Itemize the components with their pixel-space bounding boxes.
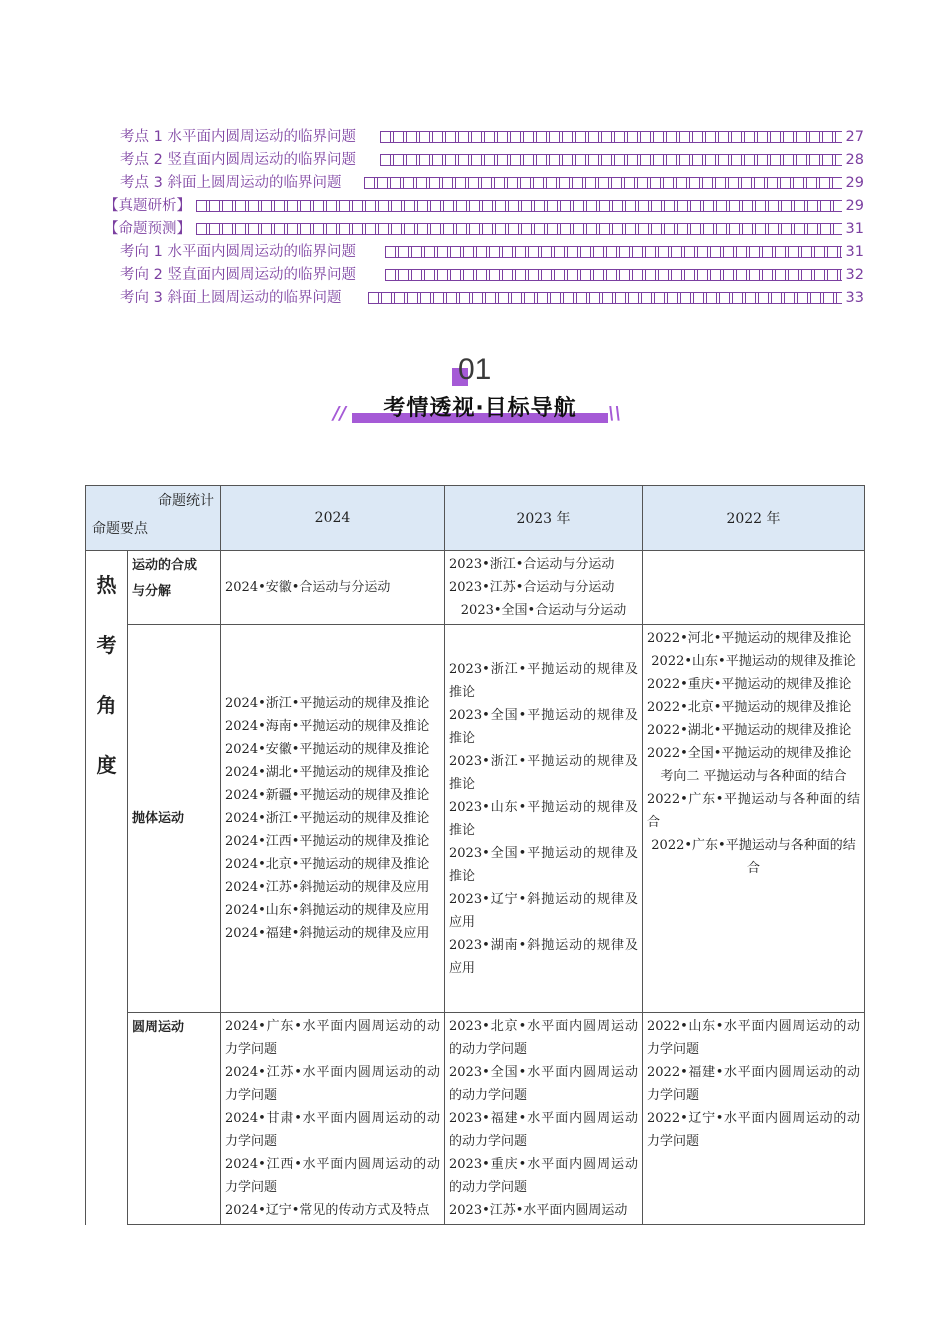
hot-topic-side-label: 热 考 角 度: [86, 551, 128, 1225]
table-header-row: [86, 486, 865, 551]
topic-cell: 运动的合成 与分解: [128, 551, 221, 625]
table-row: [86, 625, 865, 1013]
toc-entry[interactable]: [0, 195, 950, 218]
decorative-slash-left: //: [333, 403, 347, 424]
table-corner-cell: [86, 486, 221, 551]
cell-2022: [643, 551, 865, 625]
toc-entry-label: 考点 2 竖直面内圆周运动的临界问题: [120, 149, 358, 172]
topic-cell: 圆周运动: [128, 1013, 221, 1225]
toc-entry[interactable]: [0, 241, 950, 264]
toc-entry-page: 29: [844, 172, 864, 195]
cell-2023: 2023•浙江•平抛运动的规律及推论 2023•全国•平抛运动的规律及推论 2023•浙江•平抛运动的规律及推论 2023•山东•平抛运动的规律及推论 2023•全国•平抛运动的规律及推论 2023•辽宁•斜抛运动的规律及应用 2023•湖南•斜抛运动的规律及应用: [445, 625, 643, 1013]
toc-entry-label: 【真题研析】: [104, 195, 193, 218]
toc-entry[interactable]: [0, 264, 950, 287]
cell-2022: 2022•山东•水平面内圆周运动的动力学问题 2022•福建•水平面内圆周运动的动力学问题 2022•辽宁•水平面内圆周运动的动力学问题: [643, 1013, 865, 1225]
toc-entry[interactable]: [0, 172, 950, 195]
toc-entry-page: 32: [844, 264, 864, 287]
cell-2024: 2024•广东•水平面内圆周运动的动力学问题 2024•江苏•水平面内圆周运动的动力学问题 2024•甘肃•水平面内圆周运动的动力学问题 2024•江西•水平面内圆周运动的动力学问题 2024•辽宁•常见的传动方式及特点: [221, 1013, 445, 1225]
table-row: [86, 551, 865, 625]
cell-2024: 2024•浙江•平抛运动的规律及推论 2024•海南•平抛运动的规律及推论 2024•安徽•平抛运动的规律及推论 2024•湖北•平抛运动的规律及推论 2024•新疆•平抛运动的规律及推论 2024•浙江•平抛运动的规律及推论 2024•江西•平抛运动的规律及推论 2024•北京•平抛运动的规律及推论 2024•江苏•斜抛运动的规律及应用 2024•山东•斜抛运动的规律及应用 2024•福建•斜抛运动的规律及应用: [221, 625, 445, 1013]
table-row: [86, 1013, 865, 1225]
toc-entry[interactable]: [0, 126, 950, 149]
toc-entry[interactable]: [0, 218, 950, 241]
cell-2023: 2023•浙江•合运动与分运动 2023•江苏•合运动与分运动 2023•全国•合运动与分运动: [445, 551, 643, 625]
toc-entry-page: 29: [844, 195, 864, 218]
year-header-2024: 2024: [221, 486, 445, 551]
corner-label-stats: 命题统计: [158, 493, 214, 509]
toc-entry-page: 31: [844, 218, 864, 241]
toc-entry[interactable]: [0, 149, 950, 172]
toc-entry-page: 33: [844, 287, 864, 310]
topic-cell: 抛体运动: [128, 625, 221, 1013]
section-title: 考情透视·目标导航: [383, 396, 577, 421]
cell-2022: 2022•河北•平抛运动的规律及推论 2022•山东•平抛运动的规律及推论 2022•重庆•平抛运动的规律及推论 2022•北京•平抛运动的规律及推论 2022•湖北•平抛运动的规律及推论 2022•全国•平抛运动的规律及推论 考向二 平抛运动与各种面的结合 2022•广东•平抛运动与各种面的结合 2022•广东•平抛运动与各种面的结合: [643, 625, 865, 1013]
toc-entry-label: 【命题预测】: [104, 218, 193, 241]
toc-entry-label: 考向 1 水平面内圆周运动的临界问题: [120, 241, 358, 264]
section-number: 01: [458, 353, 492, 386]
toc-entry[interactable]: [0, 287, 950, 310]
toc-entry-page: 27: [844, 126, 864, 149]
cell-2024: 2024•安徽•合运动与分运动: [221, 551, 445, 625]
exam-statistics-table: [85, 485, 865, 1225]
corner-label-points: 命题要点: [92, 521, 148, 537]
toc-entry-page: 28: [844, 149, 864, 172]
toc-entry-label: 考点 1 水平面内圆周运动的临界问题: [120, 126, 358, 149]
toc-entry-label: 考向 2 竖直面内圆周运动的临界问题: [120, 264, 358, 287]
table-of-contents: [0, 126, 950, 310]
toc-entry-label: 考点 3 斜面上圆周运动的临界问题: [120, 172, 343, 195]
year-header-2022: 2022 年: [643, 486, 865, 551]
toc-entry-page: 31: [844, 241, 864, 264]
year-header-2023: 2023 年: [445, 486, 643, 551]
cell-2023: 2023•北京•水平面内圆周运动的动力学问题 2023•全国•水平面内圆周运动的动力学问题 2023•福建•水平面内圆周运动的动力学问题 2023•重庆•水平面内圆周运动的动力学问题 2023•江苏•水平面内圆周运动: [445, 1013, 643, 1225]
decorative-slash-right: \\: [608, 403, 622, 424]
toc-entry-label: 考向 3 斜面上圆周运动的临界问题: [120, 287, 343, 310]
